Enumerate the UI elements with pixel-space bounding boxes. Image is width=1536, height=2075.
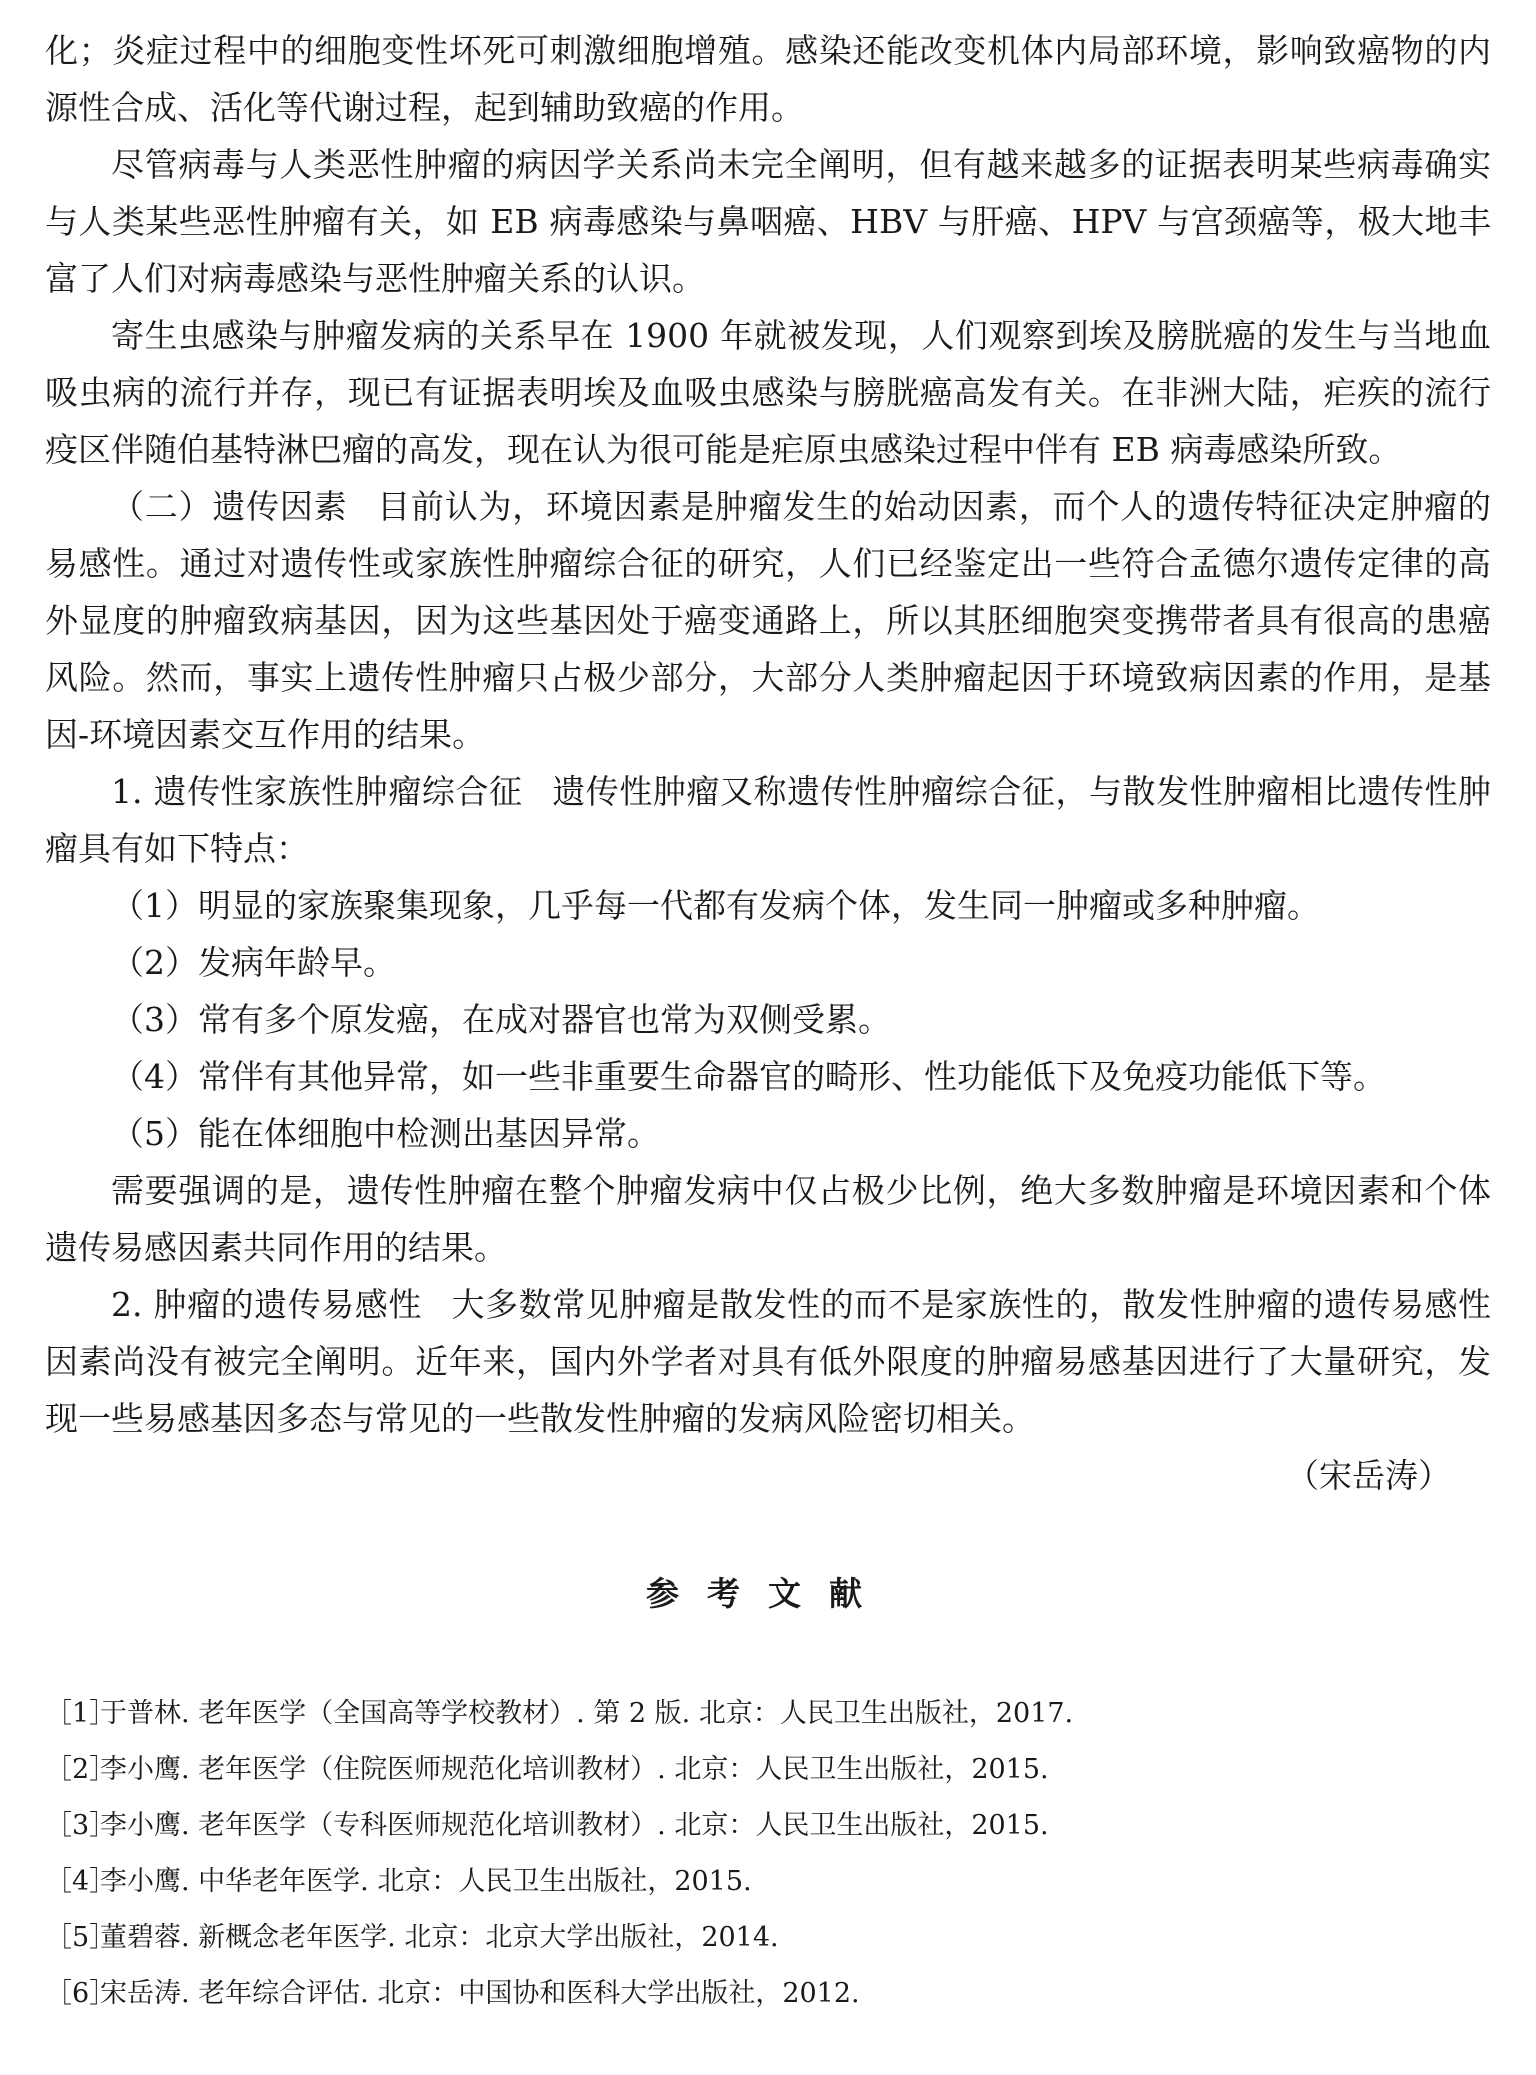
reference-number: ［3］ [45, 1810, 117, 1841]
reference-number: ［1］ [45, 1698, 117, 1729]
section-heading: 1. 遗传性家族性肿瘤综合征 [111, 772, 523, 811]
reference-item [45, 1910, 1491, 1966]
reference-item [45, 1798, 1491, 1854]
reference-text: 宋岳涛. 老年综合评估. 北京：中国协和医科大学出版社，2012. [100, 1978, 860, 2009]
reference-number: ［5］ [45, 1922, 117, 1953]
paragraph-text: 遗传性肿瘤又称遗传性肿瘤综合征，与散发性肿瘤相比遗传性肿瘤具有如下特点： [45, 772, 1491, 868]
paragraph-5 [45, 763, 1491, 877]
section-heading: 2. 肿瘤的遗传易感性 [111, 1285, 422, 1324]
list-item-3 [45, 991, 1491, 1048]
paragraph-text: 化；炎症过程中的细胞变性坏死可刺激细胞增殖。感染还能改变机体内局部环境，影响致癌物的内源性合成、活化等代谢过程，起到辅助致癌的作用。 [45, 31, 1491, 127]
paragraph-4 [45, 478, 1491, 763]
paragraph-text: 目前认为，环境因素是肿瘤发生的始动因素，而个人的遗传特征决定肿瘤的易感性。通过对遗传性或家族性肿瘤综合征的研究，人们已经鉴定出一些符合孟德尔遗传定律的高外显度的肿瘤致病基因，因为这些基因处于癌变通路上，所以其胚细胞突变携带者具有很高的患癌风险。然而，事实上遗传性肿瘤只占极少部分，大部分人类肿瘤起因于环境致病因素的作用，是基因-环境因素交互作用的结果。 [45, 487, 1492, 754]
list-item-1 [45, 877, 1491, 934]
reference-text: 董碧蓉. 新概念老年医学. 北京：北京大学出版社，2014. [100, 1922, 779, 1953]
reference-number: ［4］ [45, 1866, 117, 1897]
paragraph-text: （2）发病年龄早。 [111, 943, 396, 982]
list-item-5 [45, 1105, 1491, 1162]
paragraph-text: （5）能在体细胞中检测出基因异常。 [111, 1114, 660, 1153]
reference-number: ［6］ [45, 1978, 117, 2009]
paragraph-1 [45, 22, 1491, 136]
reference-item [45, 1742, 1491, 1798]
reference-item [45, 1686, 1491, 1742]
paragraph-text: （3）常有多个原发癌，在成对器官也常为双侧受累。 [111, 1000, 891, 1039]
section-heading: （二）遗传因素 [111, 487, 348, 526]
references-title: 参考文献 [646, 1574, 890, 1613]
paragraph-susceptibility [45, 1276, 1491, 1447]
reference-item [45, 1854, 1491, 1910]
list-item-4 [45, 1048, 1491, 1105]
paragraph-emphasis [45, 1162, 1491, 1276]
reference-text: 李小鹰. 老年医学（专科医师规范化培训教材）. 北京：人民卫生出版社，2015. [100, 1810, 1049, 1841]
author-signature: （宋岳涛） [1286, 1456, 1451, 1495]
paragraph-text: （4）常伴有其他异常，如一些非重要生命器官的畸形、性功能低下及免疫功能低下等。 [111, 1057, 1386, 1096]
paragraph-text: 尽管病毒与人类恶性肿瘤的病因学关系尚未完全阐明，但有越来越多的证据表明某些病毒确实与人类某些恶性肿瘤有关，如 EB 病毒感染与鼻咽癌、HBV 与肝癌、HPV 与宫颈癌等，极大地丰富了人们对病毒感染与恶性肿瘤关系的认识。 [45, 145, 1491, 298]
paragraph-text: 需要强调的是，遗传性肿瘤在整个肿瘤发病中仅占极少比例，绝大多数肿瘤是环境因素和个体遗传易感因素共同作用的结果。 [45, 1171, 1491, 1267]
references-list [45, 1686, 1491, 2022]
paragraph-text: （1）明显的家族聚集现象，几乎每一代都有发病个体，发生同一肿瘤或多种肿瘤。 [111, 886, 1320, 925]
reference-text: 李小鹰. 老年医学（住院医师规范化培训教材）. 北京：人民卫生出版社，2015. [100, 1754, 1049, 1785]
paragraph-text: 寄生虫感染与肿瘤发病的关系早在 1900 年就被发现，人们观察到埃及膀胱癌的发生与当地血吸虫病的流行并存，现已有证据表明埃及血吸虫感染与膀胱癌高发有关。在非洲大陆，疟疾的流行疫区伴随伯基特淋巴瘤的高发，现在认为很可能是疟原虫感染过程中伴有 EB 病毒感染所致。 [45, 316, 1491, 469]
paragraph-2 [45, 136, 1491, 307]
reference-item [45, 1966, 1491, 2022]
reference-text: 李小鹰. 中华老年医学. 北京：人民卫生出版社，2015. [100, 1866, 752, 1897]
list-item-2 [45, 934, 1491, 991]
reference-number: ［2］ [45, 1754, 117, 1785]
paragraph-3 [45, 307, 1491, 478]
paragraph-text: 大多数常见肿瘤是散发性的而不是家族性的，散发性肿瘤的遗传易感性因素尚没有被完全阐明。近年来，国内外学者对具有低外限度的肿瘤易感基因进行了大量研究，发现一些易感基因多态与常见的一些散发性肿瘤的发病风险密切相关。 [45, 1285, 1491, 1438]
reference-text: 于普林. 老年医学（全国高等学校教材）. 第 2 版. 北京：人民卫生出版社，2017. [100, 1698, 1074, 1729]
